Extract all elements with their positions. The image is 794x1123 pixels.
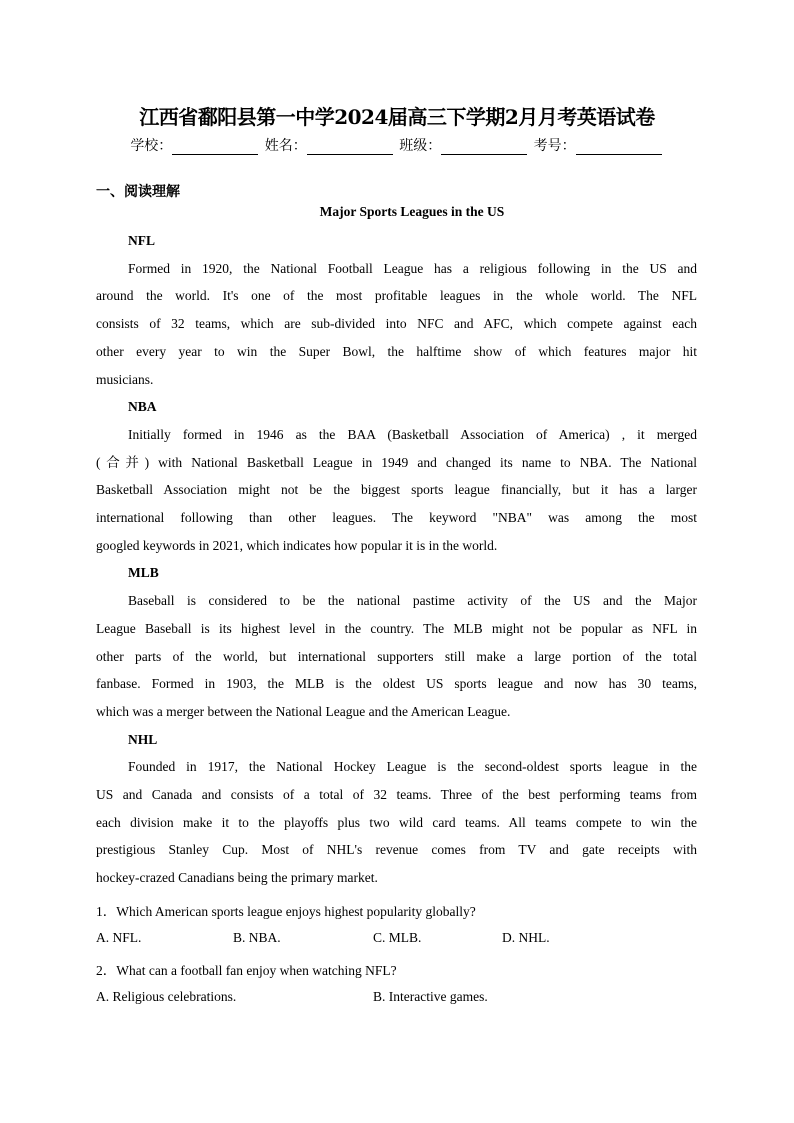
exam-number-blank xyxy=(576,140,662,155)
question-1-option-a: A. NFL. xyxy=(96,930,142,945)
paragraph-line: (合并) with National Basketball League in 1949 and changed its name to NBA. The National xyxy=(96,454,697,470)
question-2-option-a: A. Religious celebrations. xyxy=(96,989,237,1004)
passage-body xyxy=(96,227,697,892)
paragraph-line: consists of 32 teams, which are sub-divided into NFC and AFC, which compete against each xyxy=(96,316,697,332)
question-2: 2．What can a football fan enjoy when watching NFL? xyxy=(96,963,397,978)
league-heading: MLB xyxy=(128,565,159,581)
paragraph-line: other parts of the world, but international supporters still make a large portion of the total xyxy=(96,648,697,664)
paragraph-line: hockey-crazed Canadians being the primary market. xyxy=(96,870,378,886)
league-mlb xyxy=(96,559,697,725)
question-1-option-c: C. MLB. xyxy=(373,930,422,945)
paragraph-line: fanbase. Formed in 1903, the MLB is the oldest US sports league and now has 30 teams, xyxy=(96,676,697,692)
question-1-option-b: B. NBA. xyxy=(233,930,281,945)
student-info-line xyxy=(0,135,794,155)
exam-number-label: 考号： xyxy=(533,138,576,154)
question-1-option-d: D. NHL. xyxy=(502,930,550,945)
league-nba xyxy=(96,393,697,559)
paragraph-line: each division make it to the playoffs plus two wild card teams. All teams compete to win the xyxy=(96,814,697,830)
paragraph-line: Initially formed in 1946 as the BAA (Basketball Association of America) , it merged xyxy=(128,426,697,442)
paragraph-line: which was a merger between the National League and the American League. xyxy=(96,703,511,719)
name-blank xyxy=(307,140,393,155)
question-1: 1．Which American sports league enjoys highest popularity globally? xyxy=(96,904,476,919)
paragraph-line: around the world. It's one of the most profitable leagues in the whole world. The NFL xyxy=(96,288,697,304)
name-label: 姓名： xyxy=(264,138,307,154)
exam-title: 江西省鄱阳县第一中学2024届高三下学期2月月考英语试卷 xyxy=(139,105,655,129)
question-2-option-b: B. Interactive games. xyxy=(373,989,488,1004)
paragraph-line: international following than other leagues. The keyword "NBA" was among the most xyxy=(96,510,697,526)
paragraph-line: Basketball Association might not be the biggest sports league financially, but it has a larger xyxy=(96,482,697,498)
school-blank xyxy=(172,140,258,155)
passage-title: Major Sports Leagues in the US xyxy=(319,204,505,219)
league-heading: NHL xyxy=(128,731,158,747)
section-heading: 一、阅读理解 xyxy=(96,184,180,200)
class-blank xyxy=(441,140,527,155)
paragraph-line: prestigious Stanley Cup. Most of NHL's revenue comes from TV and gate receipts with xyxy=(96,842,697,858)
paragraph-line: US and Canada and consists of a total of 32 teams. Three of the best performing teams from xyxy=(96,787,697,803)
class-label: 班级： xyxy=(399,138,442,154)
paragraph-line: Baseball is considered to be the national pastime activity of the US and the Major xyxy=(128,593,697,609)
paragraph-line: Formed in 1920, the National Football League has a religious following in the US and xyxy=(128,260,697,276)
paragraph-line: musicians. xyxy=(96,371,154,387)
paragraph-line: googled keywords in 2021, which indicates how popular it is in the world. xyxy=(96,537,498,553)
paragraph-line: other every year to win the Super Bowl, the halftime show of which features major hit xyxy=(96,343,697,359)
paragraph-line: Founded in 1917, the National Hockey League is the second-oldest sports league in the xyxy=(128,759,697,775)
league-nhl xyxy=(96,726,697,892)
league-heading: NBA xyxy=(128,399,157,415)
paragraph-line: League Baseball is its highest level in the country. The MLB might not be popular as NFL in xyxy=(96,620,697,636)
school-label: 学校： xyxy=(130,138,173,154)
league-nfl xyxy=(96,227,697,393)
league-heading: NFL xyxy=(128,233,155,248)
